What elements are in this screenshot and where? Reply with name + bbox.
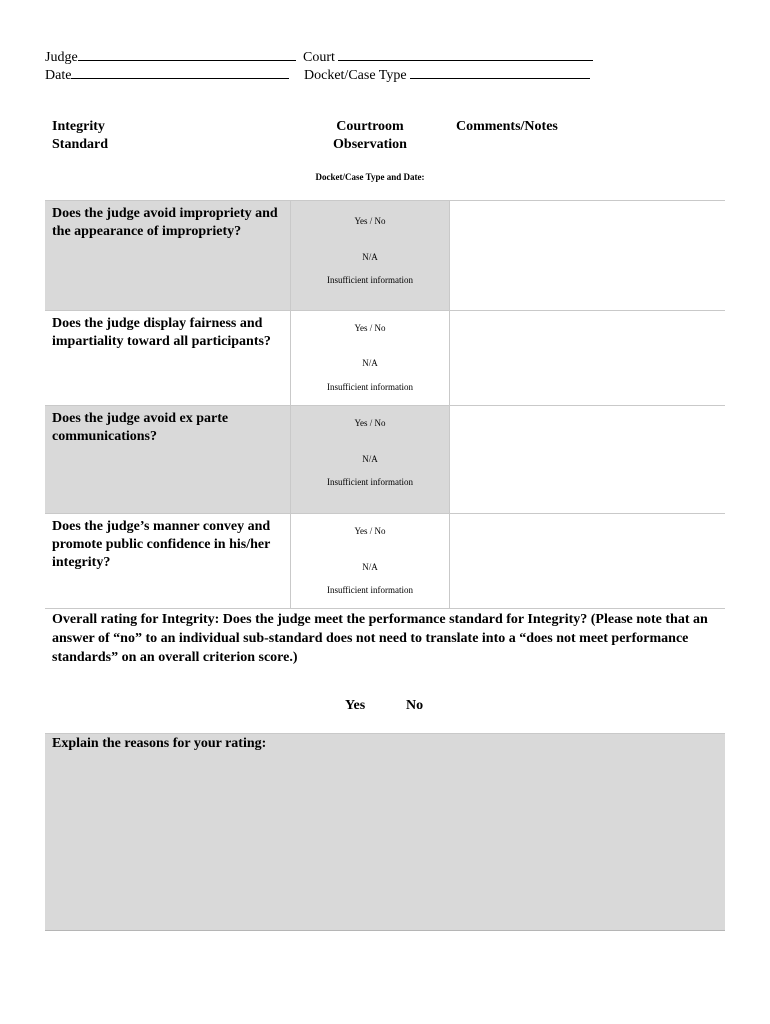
insufficient-option[interactable]: Insufficient information [326, 477, 414, 487]
notes-cell[interactable] [450, 406, 725, 513]
yes-no-option[interactable]: Yes / No [354, 216, 386, 226]
yes-no-option[interactable]: Yes / No [354, 526, 386, 536]
question-text: Does the judge avoid ex parte communications? [45, 406, 290, 513]
explain-reasons-box[interactable] [45, 733, 725, 931]
standard-heading: Integrity Standard [52, 119, 109, 152]
notes-cell[interactable] [450, 514, 725, 608]
question-row [45, 200, 725, 310]
notes-heading: Comments/Notes [456, 119, 558, 134]
question-row [45, 405, 725, 513]
question-text: Does the judge display fairness and impartiality toward all participants? [52, 316, 271, 349]
question-text: Does the judge avoid impropriety and the appearance of impropriety? [45, 201, 290, 310]
overall-yes-option[interactable]: Yes [345, 698, 366, 713]
docket-label: Docket/Case Type [304, 68, 407, 83]
court-blank[interactable] [338, 47, 593, 61]
docket-date-heading: Docket/Case Type and Date: [315, 172, 425, 182]
observation-options [290, 201, 450, 310]
insufficient-option[interactable]: Insufficient information [326, 382, 414, 392]
observation-options [290, 406, 450, 513]
overall-no-option[interactable]: No [406, 698, 424, 713]
explain-label: Explain the reasons for your rating: [52, 736, 267, 751]
insufficient-option[interactable]: Insufficient information [326, 275, 414, 285]
observation-options [290, 514, 450, 608]
yes-no-option[interactable]: Yes / No [354, 418, 386, 428]
overall-rating-text: Overall rating for Integrity: Does the judge meet the performance standard for Integrity? (Please note that an answer of “no” to an individual sub-standard does not need to translate into a “does not meet performance standards” on an overall criterion score.) [45, 608, 725, 667]
court-label: Court [303, 50, 335, 65]
observation-heading: Courtroom Observation [333, 119, 407, 152]
na-option[interactable]: N/A [362, 454, 378, 464]
docket-field [304, 65, 590, 85]
date-blank[interactable] [71, 65, 289, 79]
yes-no-option[interactable]: Yes / No [354, 323, 386, 333]
na-option[interactable]: N/A [362, 252, 378, 262]
observation-options [290, 311, 450, 405]
notes-cell[interactable] [450, 311, 725, 405]
question-text: Does the judge’s manner convey and promote public confidence in his/her integrity? [52, 519, 271, 570]
judge-label: Judge [45, 50, 78, 65]
judge-field [45, 47, 296, 67]
question-row [45, 513, 725, 608]
insufficient-option[interactable]: Insufficient information [326, 585, 414, 595]
date-label: Date [45, 68, 72, 83]
na-option[interactable]: N/A [362, 358, 378, 368]
question-row [45, 310, 725, 405]
docket-blank[interactable] [410, 65, 590, 79]
notes-cell[interactable] [450, 201, 725, 310]
court-field [303, 47, 593, 67]
na-option[interactable]: N/A [362, 562, 378, 572]
date-field [45, 65, 289, 85]
judge-blank[interactable] [78, 47, 296, 61]
